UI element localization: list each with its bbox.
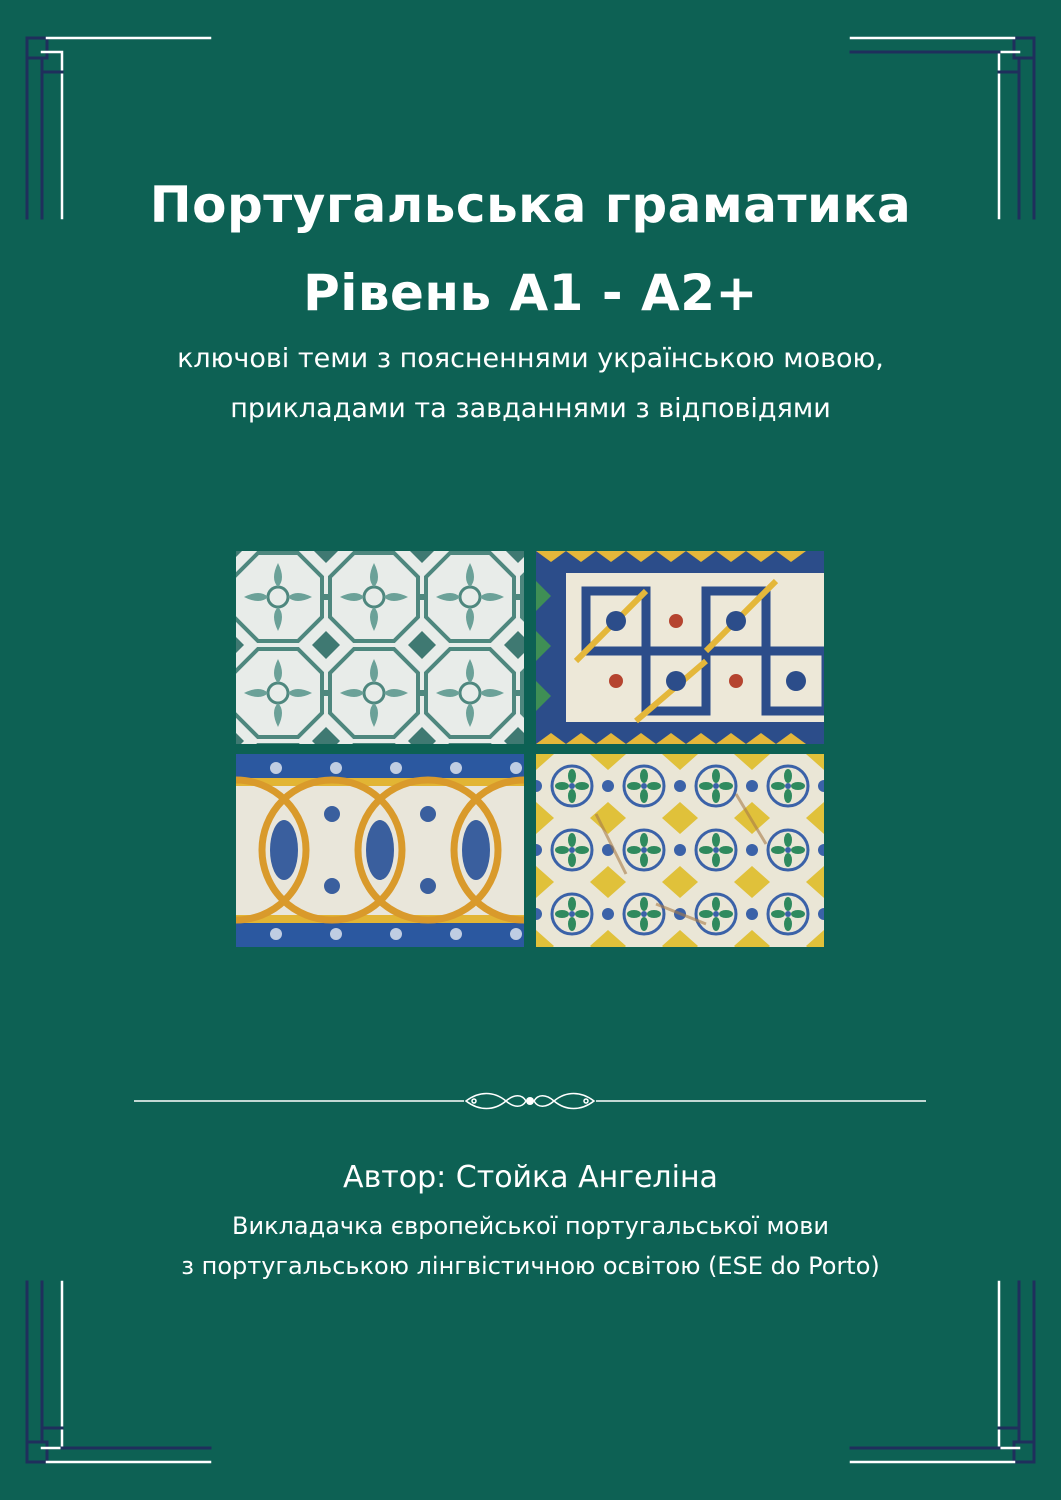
subtitle-line-2: прикладами та завданнями з відповідями — [230, 393, 831, 424]
author-bio-line-2: з португальською лінгвістичною освітою (ESE do Porto) — [181, 1252, 880, 1280]
book-title-line-2: Рівень А1 - А2+ — [303, 264, 758, 322]
azulejo-tile-image-blue-yellow — [536, 551, 824, 744]
author-name: Автор: Стойка Ангеліна — [343, 1160, 718, 1195]
book-title-line-1: Португальська граматика — [149, 176, 912, 234]
subtitle-line-1: ключові теми з поясненнями українською мовою, — [177, 343, 884, 374]
book-subtitle — [0, 334, 1061, 434]
azulejo-tile-image-circles — [236, 754, 524, 947]
azulejo-tile-image-green — [236, 551, 524, 744]
author-bio — [0, 1206, 1061, 1286]
author-bio-line-1: Викладачка європейської португальської мови — [232, 1212, 829, 1240]
ornamental-divider — [134, 1086, 926, 1116]
azulejo-tile-image-floral — [536, 754, 824, 947]
